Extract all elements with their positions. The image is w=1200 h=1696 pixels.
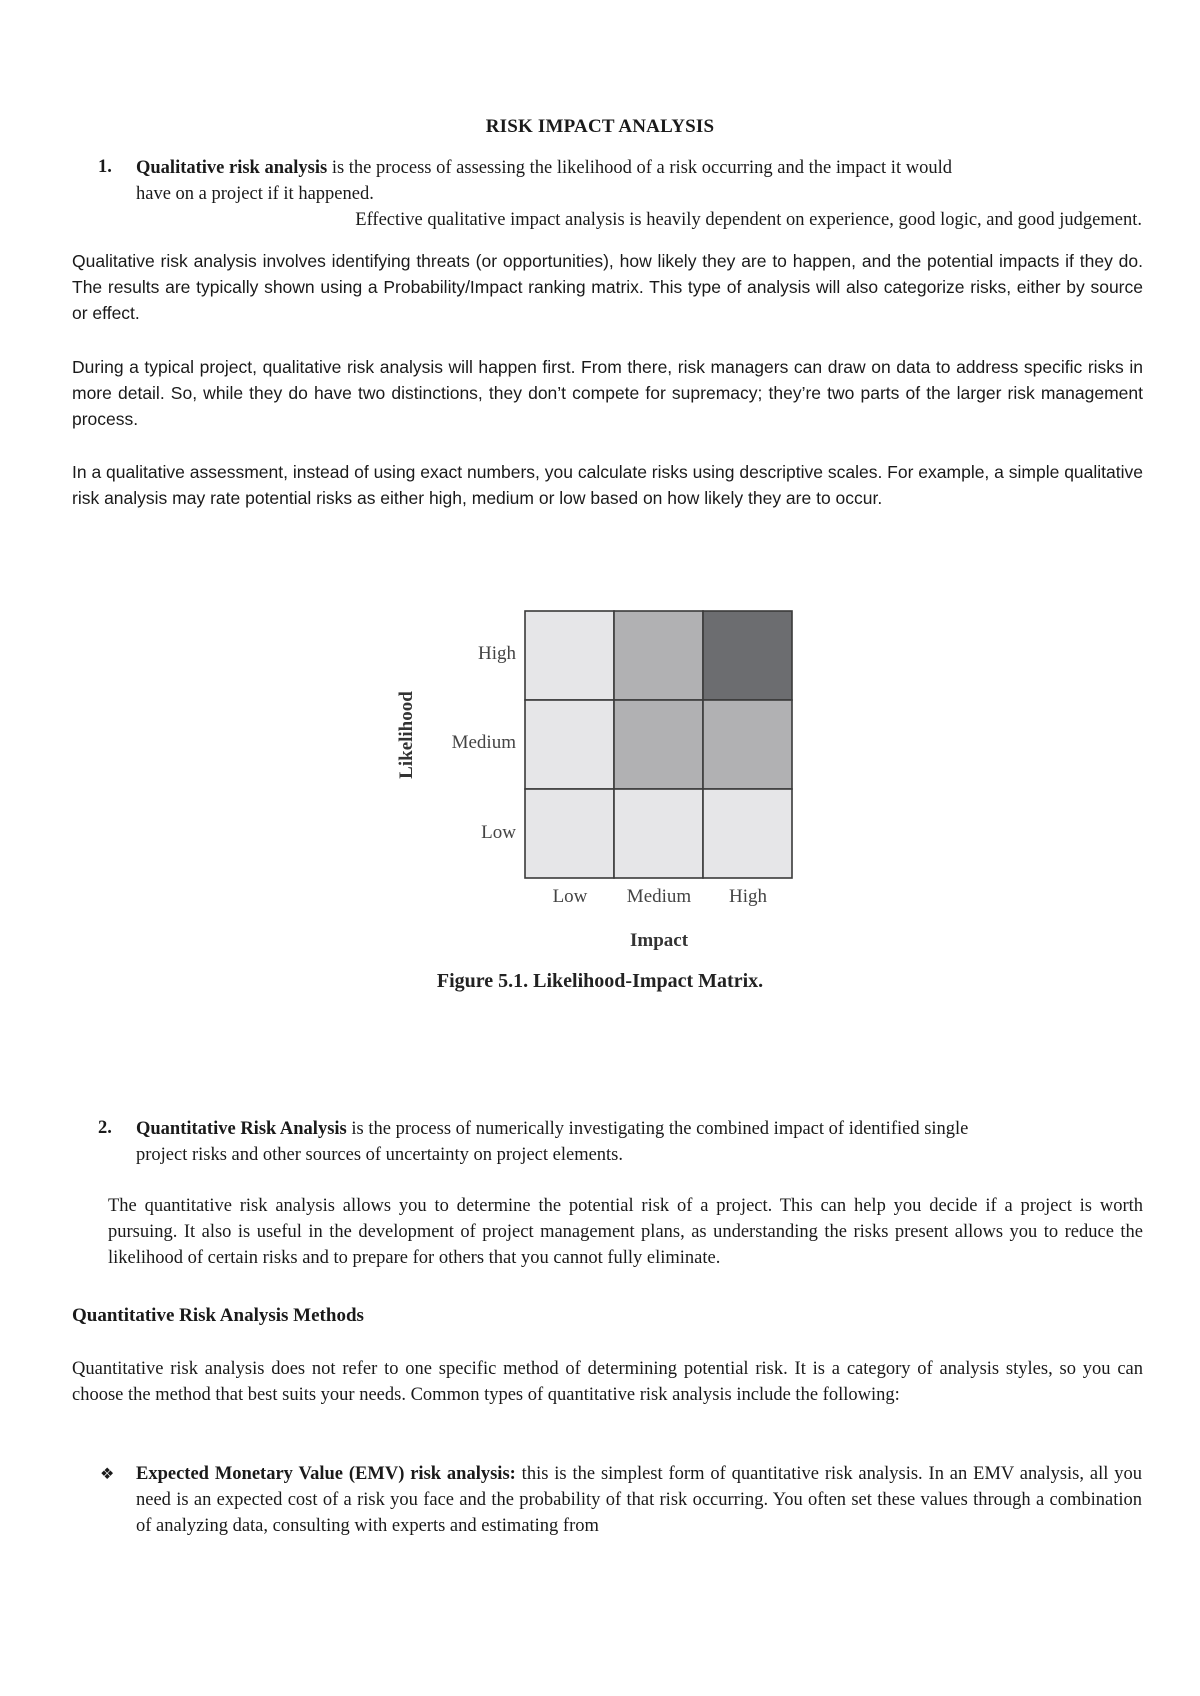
- matrix-cell-low-likelihood-low-impact: [525, 789, 614, 878]
- section-1-number: 1.: [98, 157, 112, 177]
- paragraph-methods-intro: Quantitative risk analysis does not refer to one specific method of determining potential risk. It is a category of analysis styles, so you can choose the method that best suits your needs. Common types of quantitative risk analysis include the following:: [72, 1359, 1143, 1405]
- methods-heading: Quantitative Risk Analysis Methods: [72, 1305, 364, 1326]
- matrix-cell-medium-likelihood-high-impact: [703, 700, 792, 789]
- paragraph-quantitative-overview: The quantitative risk analysis allows you to determine the potential risk of a project. This can help you decide if a project is worth pursuing. It also is useful in the development of project management plans, as understanding the risks present allows you to reduce the likelihood of certain risks and to prepare for others that you cannot fully eliminate.: [108, 1196, 1143, 1268]
- matrix-cell-high-likelihood-medium-impact: [614, 611, 703, 700]
- bullet-emv-text: [136, 1461, 1142, 1539]
- section-2-definition-line2: project risks and other sources of uncertainty on project elements.: [136, 1145, 624, 1165]
- y-axis-title: Likelihood: [396, 691, 417, 779]
- paragraph-qualitative-scales: In a qualitative assessment, instead of using exact numbers, you calculate risks using descriptive scales. For example, a simple qualitative risk analysis may rate potential risks as either high, medium or low based on how likely they are to occur.: [72, 462, 1143, 508]
- figure-caption: Figure 5.1. Likelihood-Impact Matrix.: [436, 970, 764, 992]
- section-1-definition-line1: is the process of assessing the likelihood of a risk occurring and the impact it would: [327, 158, 952, 178]
- section-1-term: Qualitative risk analysis: [136, 158, 328, 178]
- x-tick-label-low: Low: [552, 886, 588, 907]
- paragraph-qualitative-overview: Qualitative risk analysis involves identifying threats (or opportunities), how likely they are to happen, and the potential impacts if they do. The results are typically shown using a Probability/Impact ranking matrix. This type of analysis will also categorize risks, either by source or effect.: [72, 251, 1143, 323]
- bullet-emv-term: Expected Monetary Value (EMV) risk analysis:: [136, 1464, 516, 1484]
- section-1-definition: [136, 155, 1142, 207]
- bullet-diamond-icon: ❖: [100, 1466, 115, 1483]
- matrix-cell-low-likelihood-high-impact: [703, 789, 792, 878]
- matrix-cell-high-likelihood-low-impact: [525, 611, 614, 700]
- paragraph-qualitative-sequence: During a typical project, qualitative risk analysis will happen first. From there, risk managers can draw on data to address specific risks in more detail. So, while they do have two distinctions, they don’t compete for supremacy; they’re two parts of the larger risk management process.: [72, 357, 1143, 429]
- document-title: RISK IMPACT ANALYSIS: [485, 116, 715, 137]
- matrix-cell-medium-likelihood-low-impact: [525, 700, 614, 789]
- x-tick-label-high: High: [729, 886, 767, 907]
- section-2-term: Quantitative Risk Analysis: [136, 1119, 347, 1139]
- section-2-definition: [136, 1116, 1142, 1168]
- section-1-definition-line2: have on a project if it happened.: [136, 184, 374, 204]
- y-tick-label-medium: Medium: [451, 732, 516, 753]
- bullet-emv-description: this is the simplest form of quantitative risk analysis. In an EMV analysis, all you need is an expected cost of a risk you face and the probability of that risk occurring. You often set these values through a combination of analyzing data, consulting with experts and estimating from: [136, 1464, 1142, 1536]
- likelihood-impact-matrix: [390, 600, 810, 1000]
- section-2-number: 2.: [98, 1118, 112, 1138]
- y-tick-label-low: Low: [481, 822, 516, 843]
- x-tick-label-medium: Medium: [626, 886, 692, 907]
- matrix-cell-low-likelihood-medium-impact: [614, 789, 703, 878]
- matrix-cell-high-likelihood-high-impact: [703, 611, 792, 700]
- y-tick-label-high: High: [478, 643, 516, 664]
- section-2-definition-line1: is the process of numerically investigating the combined impact of identified single: [346, 1119, 969, 1139]
- x-axis-title: Impact: [629, 930, 689, 951]
- matrix-cell-medium-likelihood-medium-impact: [614, 700, 703, 789]
- matrix-cells: [525, 611, 792, 878]
- section-1-note: Effective qualitative impact analysis is heavily dependent on experience, good logic, and good judgement.: [355, 210, 1142, 230]
